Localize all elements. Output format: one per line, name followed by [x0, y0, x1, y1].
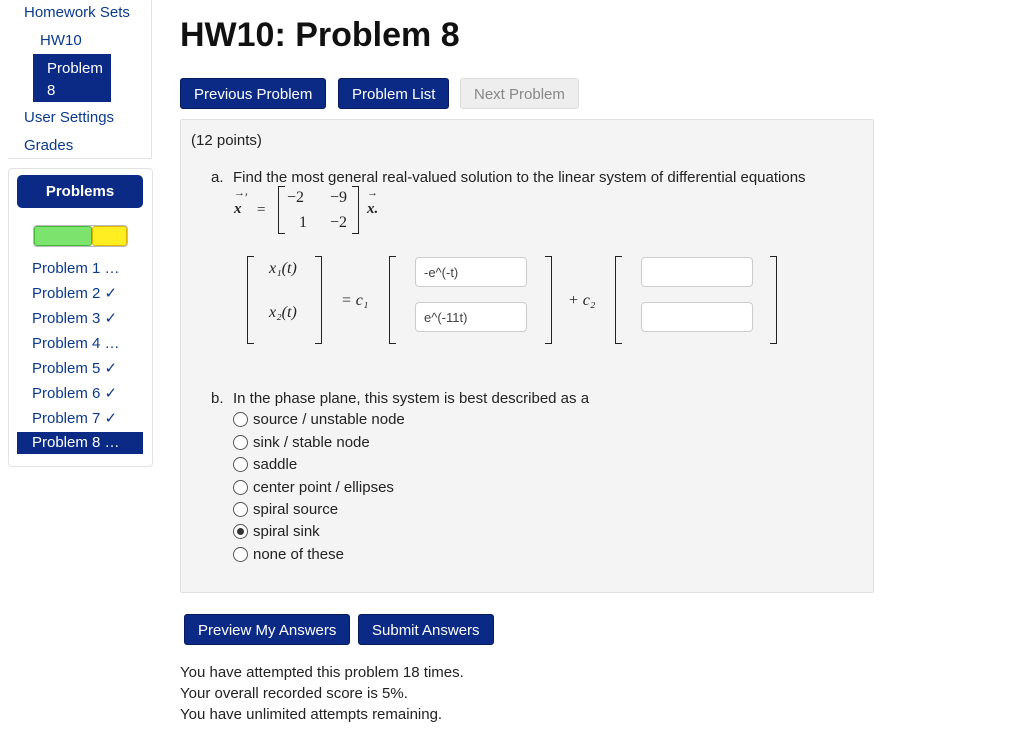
preview-answers-button[interactable]: Preview My Answers	[184, 614, 350, 645]
progress-bar	[33, 225, 128, 247]
radio-button[interactable]	[233, 412, 248, 427]
problem-link-8[interactable]: Problem 8 …	[17, 432, 143, 454]
problem-link-6[interactable]: Problem 6 ✓	[32, 385, 118, 402]
x-right-bracket	[315, 256, 322, 344]
equation-lhs: x	[234, 201, 242, 217]
c2-left-bracket	[615, 256, 622, 344]
current-problem-label: Problem	[47, 60, 103, 77]
attempts-status: You have attempted this problem 18 times.	[180, 664, 464, 681]
x2-label: x₂(t)	[269, 304, 297, 321]
c2-top-answer-input[interactable]	[641, 257, 753, 287]
problem-list-button[interactable]: Problem List	[338, 78, 449, 109]
c1-bottom-answer-input[interactable]	[415, 302, 527, 332]
equation-rhs: x.	[367, 201, 379, 217]
matrix-a12: −9	[330, 189, 348, 206]
matrix-a11: −2	[287, 189, 305, 206]
radio-button[interactable]	[233, 480, 248, 495]
homework-sets-link[interactable]: Homework Sets	[24, 4, 130, 21]
x1-label: x₁(t)	[269, 260, 297, 277]
c2-bottom-answer-input[interactable]	[641, 302, 753, 332]
grades-link[interactable]: Grades	[24, 137, 74, 154]
part-b-marker: b.	[211, 390, 224, 407]
c1-left-bracket	[389, 256, 396, 344]
matrix-left-bracket	[278, 186, 285, 234]
option-label: sink / stable node	[253, 434, 370, 451]
previous-problem-button[interactable]: Previous Problem	[180, 78, 326, 109]
page-title: HW10: Problem 8	[180, 16, 460, 54]
current-problem-nav[interactable]	[33, 54, 111, 102]
radio-button-selected[interactable]	[233, 524, 248, 539]
radio-button[interactable]	[233, 457, 248, 472]
hw10-link[interactable]: HW10	[40, 32, 82, 49]
c1-right-bracket	[545, 256, 552, 344]
equation-prime: ′	[245, 190, 248, 205]
x-left-bracket	[247, 256, 254, 344]
problem-body	[180, 119, 874, 593]
problem-link-3[interactable]: Problem 3 ✓	[32, 310, 118, 327]
part-a-question: Find the most general real-valued solution to the linear system of differential equations	[233, 169, 806, 186]
problems-title: Problems	[17, 175, 143, 208]
problem-link-5[interactable]: Problem 5 ✓	[32, 360, 118, 377]
equation-equals: =	[257, 202, 266, 218]
matrix-a21: 1	[299, 214, 307, 231]
c2-right-bracket	[770, 256, 777, 344]
remaining-attempts-status: You have unlimited attempts remaining.	[180, 706, 443, 723]
progress-partial	[92, 226, 127, 246]
option-label: saddle	[253, 456, 298, 473]
c1-top-answer-input[interactable]	[415, 257, 527, 287]
next-problem-button[interactable]: Next Problem	[460, 78, 579, 109]
matrix-a22: −2	[330, 214, 348, 231]
part-a-marker: a.	[211, 169, 224, 186]
problem-link-2[interactable]: Problem 2 ✓	[32, 285, 118, 302]
radio-button[interactable]	[233, 502, 248, 517]
option-label: center point / ellipses	[253, 479, 394, 496]
vector-arrow-icon: →	[234, 187, 245, 199]
part-b-question: In the phase plane, this system is best described as a	[233, 390, 590, 407]
matrix-right-bracket	[352, 186, 359, 234]
plus-c2: + c₂	[568, 292, 596, 309]
vector-arrow-icon: →	[367, 187, 378, 199]
radio-button[interactable]	[233, 435, 248, 450]
score-status: Your overall recorded score is 5%.	[180, 685, 408, 702]
option-label: none of these	[253, 546, 344, 563]
radio-button[interactable]	[233, 547, 248, 562]
option-label: source / unstable node	[253, 411, 405, 428]
problem-link-7[interactable]: Problem 7 ✓	[32, 410, 118, 427]
equals-c1: = c₁	[341, 292, 369, 309]
problems-panel	[8, 168, 153, 467]
submit-answers-button[interactable]: Submit Answers	[358, 614, 494, 645]
option-label: spiral source	[253, 501, 339, 518]
problem-link-1[interactable]: Problem 1 …	[32, 260, 120, 277]
option-label: spiral sink	[253, 523, 320, 540]
user-settings-link[interactable]: User Settings	[24, 109, 115, 126]
current-problem-number: 8	[47, 82, 56, 99]
problem-link-4[interactable]: Problem 4 …	[32, 335, 120, 352]
progress-correct	[34, 226, 92, 246]
points-label: (12 points)	[191, 132, 262, 149]
